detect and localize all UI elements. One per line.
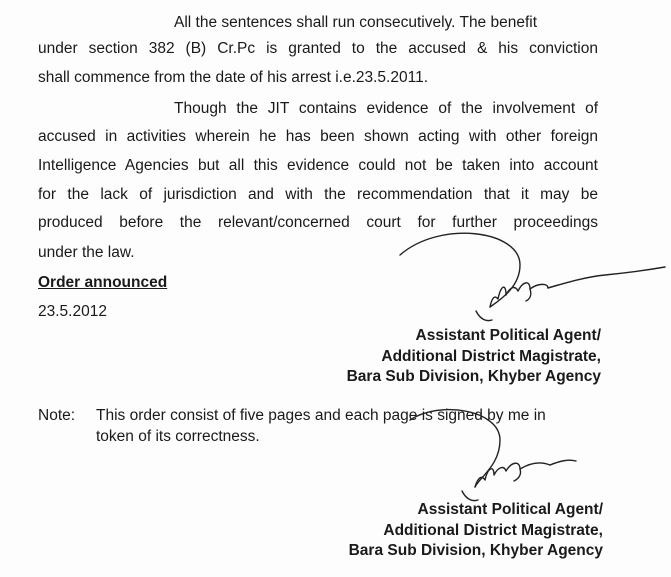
paragraph-2-line-6: under the law. [38,244,135,261]
paragraph-2-line-2: accused in activities wherein he has been shown acting with other foreign [38,128,598,145]
paragraph-2-line-3: Intelligence Agencies but all this evidence could not be taken into account [38,157,598,174]
signature-2-line-3: Bara Sub Division, Khyber Agency [348,542,603,559]
paragraph-1-line-3: shall commence from the date of his arrest i.e.23.5.2011. [38,69,428,86]
note-label: Note: [38,407,76,424]
signature-block-2 [300,500,603,562]
order-heading: Order announced [38,274,168,291]
signature-1-line-2: Additional District Magistrate, [381,347,601,365]
note-line-1: This order consist of five pages and each page is signed by me in [96,407,546,424]
paragraph-2-line-4: for the lack of jurisdiction and with the recommendation that it may be [38,186,598,203]
signature-block-1 [300,326,601,388]
order-date: 23.5.2012 [38,303,107,320]
paragraph-2-line-1: Though the JIT contains evidence of the involvement of [174,100,598,117]
signature-2-line-2: Additional District Magistrate, [383,521,603,539]
paragraph-1-line-1: All the sentences shall run consecutively. The benefit [174,14,538,31]
handwritten-signature-2 [400,395,620,515]
signature-1-line-1: Assistant Political Agent/ [415,327,601,344]
paragraph-1-line-2: under section 382 (B) Cr.Pc is granted to the accused & his conviction [38,40,598,57]
signature-2-line-1: Assistant Political Agent/ [417,501,603,518]
note-line-2: token of its correctness. [96,428,260,445]
signature-1-line-3: Bara Sub Division, Khyber Agency [346,368,601,385]
paragraph-2-line-5: produced before the relevant/concerned court for further proceedings [38,214,598,231]
